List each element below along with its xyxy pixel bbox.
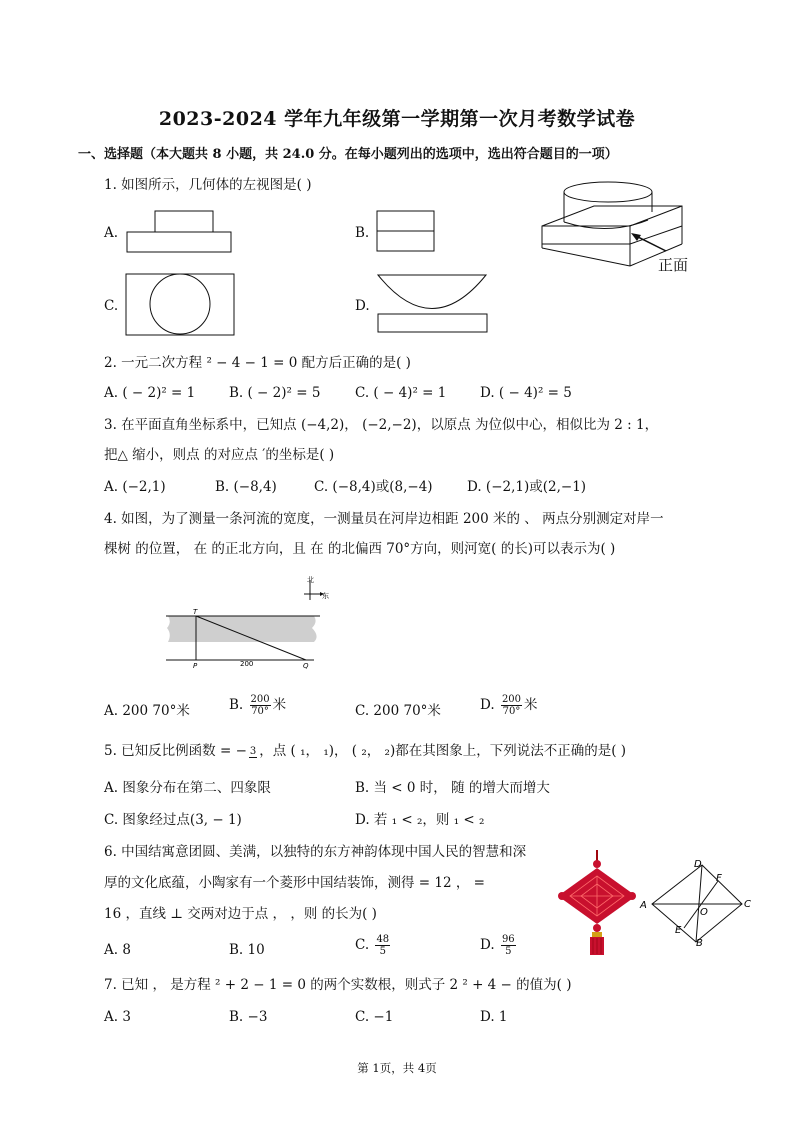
q3-option-b: B. (−8,4) — [215, 479, 277, 495]
q6-d-numerator: 96 — [501, 934, 515, 945]
distance-label: 200 — [240, 660, 254, 668]
page-footer: 第 1页，共 4页 — [357, 1061, 437, 1075]
compass-east-label: 东 — [322, 592, 329, 600]
point-c-label: C — [744, 899, 751, 910]
q5-option-c: C. 图象经过点(3, − 1) — [104, 812, 242, 828]
q1-option-a-figure — [124, 208, 234, 254]
point-t-label: T — [193, 608, 198, 616]
q5-option-b: B. 当 < 0 时， 随 的增大而增大 — [355, 780, 550, 796]
q4-option-b-suffix: 米 — [272, 697, 287, 713]
question-3-line1: 3. 在平面直角坐标系中，已知点 (−4,2)， (−2,−2)，以原点 为位似中心，相似比为 2 : 1， — [104, 417, 659, 433]
question-6-line3: 16 ，直线 ⊥ 交两对边于点 ， ，则 的长为( ) — [104, 906, 377, 922]
q7-option-d: D. 1 — [480, 1009, 508, 1025]
question-3-line2: 把△ 缩小，则点 的对应点 ′的坐标是( ) — [104, 447, 335, 463]
q6-option-c-prefix: C. — [355, 937, 370, 953]
point-a-label: A — [640, 900, 647, 911]
point-p-label: P — [193, 662, 198, 670]
q1-option-b-label: B. — [355, 225, 370, 241]
q4-option-c: C. 200 70°米 — [355, 703, 441, 719]
q4-option-d-prefix: D. — [480, 697, 495, 713]
q5-fraction — [249, 746, 257, 758]
question-7-stem: 7. 已知 ， 是方程 ² + 2 − 1 = 0 的两个实数根，则式子 2 ² + 4 − 的值为( ) — [104, 977, 572, 993]
q4-b-numerator: 200 — [250, 694, 270, 705]
q6-option-a: A. 8 — [104, 942, 131, 958]
q7-option-b: B. −3 — [229, 1009, 268, 1025]
q4-option-d-suffix: 米 — [524, 697, 538, 713]
point-b-label: B — [696, 938, 703, 949]
q4-option-b-prefix: B. — [229, 697, 244, 713]
q1-option-c-label: C. — [104, 298, 119, 314]
q2-option-c: C. ( − 4)² = 1 — [355, 385, 447, 401]
q2-option-d: D. ( − 4)² = 5 — [480, 385, 572, 401]
q6-option-c — [355, 934, 392, 957]
q6-option-d-fraction — [501, 934, 516, 957]
exam-title: 2023-2024 学年九年级第一学期第一次月考数学试卷 — [158, 108, 636, 130]
q7-option-c: C. −1 — [355, 1009, 394, 1025]
q5-option-d: D. 若 ₁ < ₂，则 ₁ < ₂ — [355, 812, 485, 828]
q4-option-b-fraction — [250, 694, 271, 717]
q1-option-c-figure — [124, 272, 236, 338]
q4-d-numerator: 200 — [501, 694, 522, 705]
q4-b-denominator: 70° — [251, 706, 269, 717]
section-heading: 一、选择题（本大题共 8 小题，共 24.0 分。在每小题列出的选项中，选出符合题目的一项） — [78, 147, 618, 162]
q3-option-a: A. (−2,1) — [104, 479, 166, 495]
q2-option-a: A. ( − 2)² = 1 — [104, 385, 196, 401]
q3-option-d: D. (−2,1)或(2,−1) — [467, 479, 587, 495]
q6-c-denominator: 5 — [379, 946, 386, 957]
q5-option-a: A. 图象分布在第二、四象限 — [104, 780, 271, 796]
q2-option-b: B. ( − 2)² = 5 — [229, 385, 321, 401]
q1-front-label: 正面 — [658, 256, 689, 274]
question-1-stem: 1. 如图所示，几何体的左视图是( ) — [104, 177, 312, 193]
point-o-label: O — [700, 907, 708, 918]
question-6-line2: 厚的文化底蕴，小陶家有一个菱形中国结装饰，测得 = 12 ， = — [104, 875, 485, 891]
question-5-stem — [104, 742, 626, 760]
q1-option-d-figure — [375, 272, 491, 336]
question-4-line1: 4. 如图，为了测量一条河流的宽度，一测量员在河岸边相距 200 米的 、 两点分别测定对岸一 — [104, 511, 664, 527]
q4-river-figure — [164, 574, 334, 670]
q6-rhombus-figure — [636, 856, 760, 950]
question-6-line1: 6. 中国结寓意团圆、美满，以独特的东方神韵体现中国人民的智慧和深 — [104, 844, 527, 860]
point-q-label: Q — [303, 662, 309, 670]
q6-c-numerator: 48 — [376, 934, 390, 945]
q4-option-d-fraction — [501, 694, 522, 717]
q4-option-a: A. 200 70°米 — [104, 703, 190, 719]
q6-option-d — [480, 934, 518, 957]
q5-stem-suffix: ，点 ( ₁， ₁)， ( ₂， ₂)都在其图象上，下列说法不正确的是( ) — [259, 743, 627, 759]
q7-option-a: A. 3 — [104, 1009, 131, 1025]
q4-option-d — [480, 694, 538, 717]
point-d-label: D — [694, 859, 702, 870]
q4-d-denominator: 70° — [502, 706, 521, 717]
point-e-label: E — [675, 925, 682, 936]
q6-d-denominator: 5 — [505, 946, 512, 957]
q3-option-c: C. (−8,4)或(8,−4) — [314, 479, 433, 495]
compass-north-label: 北 — [307, 576, 314, 584]
compass-icon — [304, 575, 329, 600]
q6-option-b: B. 10 — [229, 942, 265, 958]
q1-option-a-label: A. — [104, 225, 119, 241]
point-f-label: F — [716, 873, 722, 884]
q4-option-b — [229, 694, 286, 717]
question-2-stem: 2. 一元二次方程 ² − 4 − 1 = 0 配方后正确的是( ) — [104, 355, 411, 371]
chinese-knot-image — [552, 850, 642, 956]
q6-option-d-prefix: D. — [480, 937, 495, 953]
q5-stem-prefix: 5. 已知反比例函数 = − — [104, 743, 247, 759]
q6-option-c-fraction — [375, 934, 390, 957]
q5-numerator: 3 — [249, 745, 257, 757]
q1-option-d-label: D. — [355, 298, 370, 314]
q1-option-b-figure — [374, 208, 438, 254]
question-4-line2: 棵树 的位置， 在 的正北方向，且 在 的北偏西 70°方向，则河宽( 的长)可以表示为( ) — [104, 541, 616, 557]
